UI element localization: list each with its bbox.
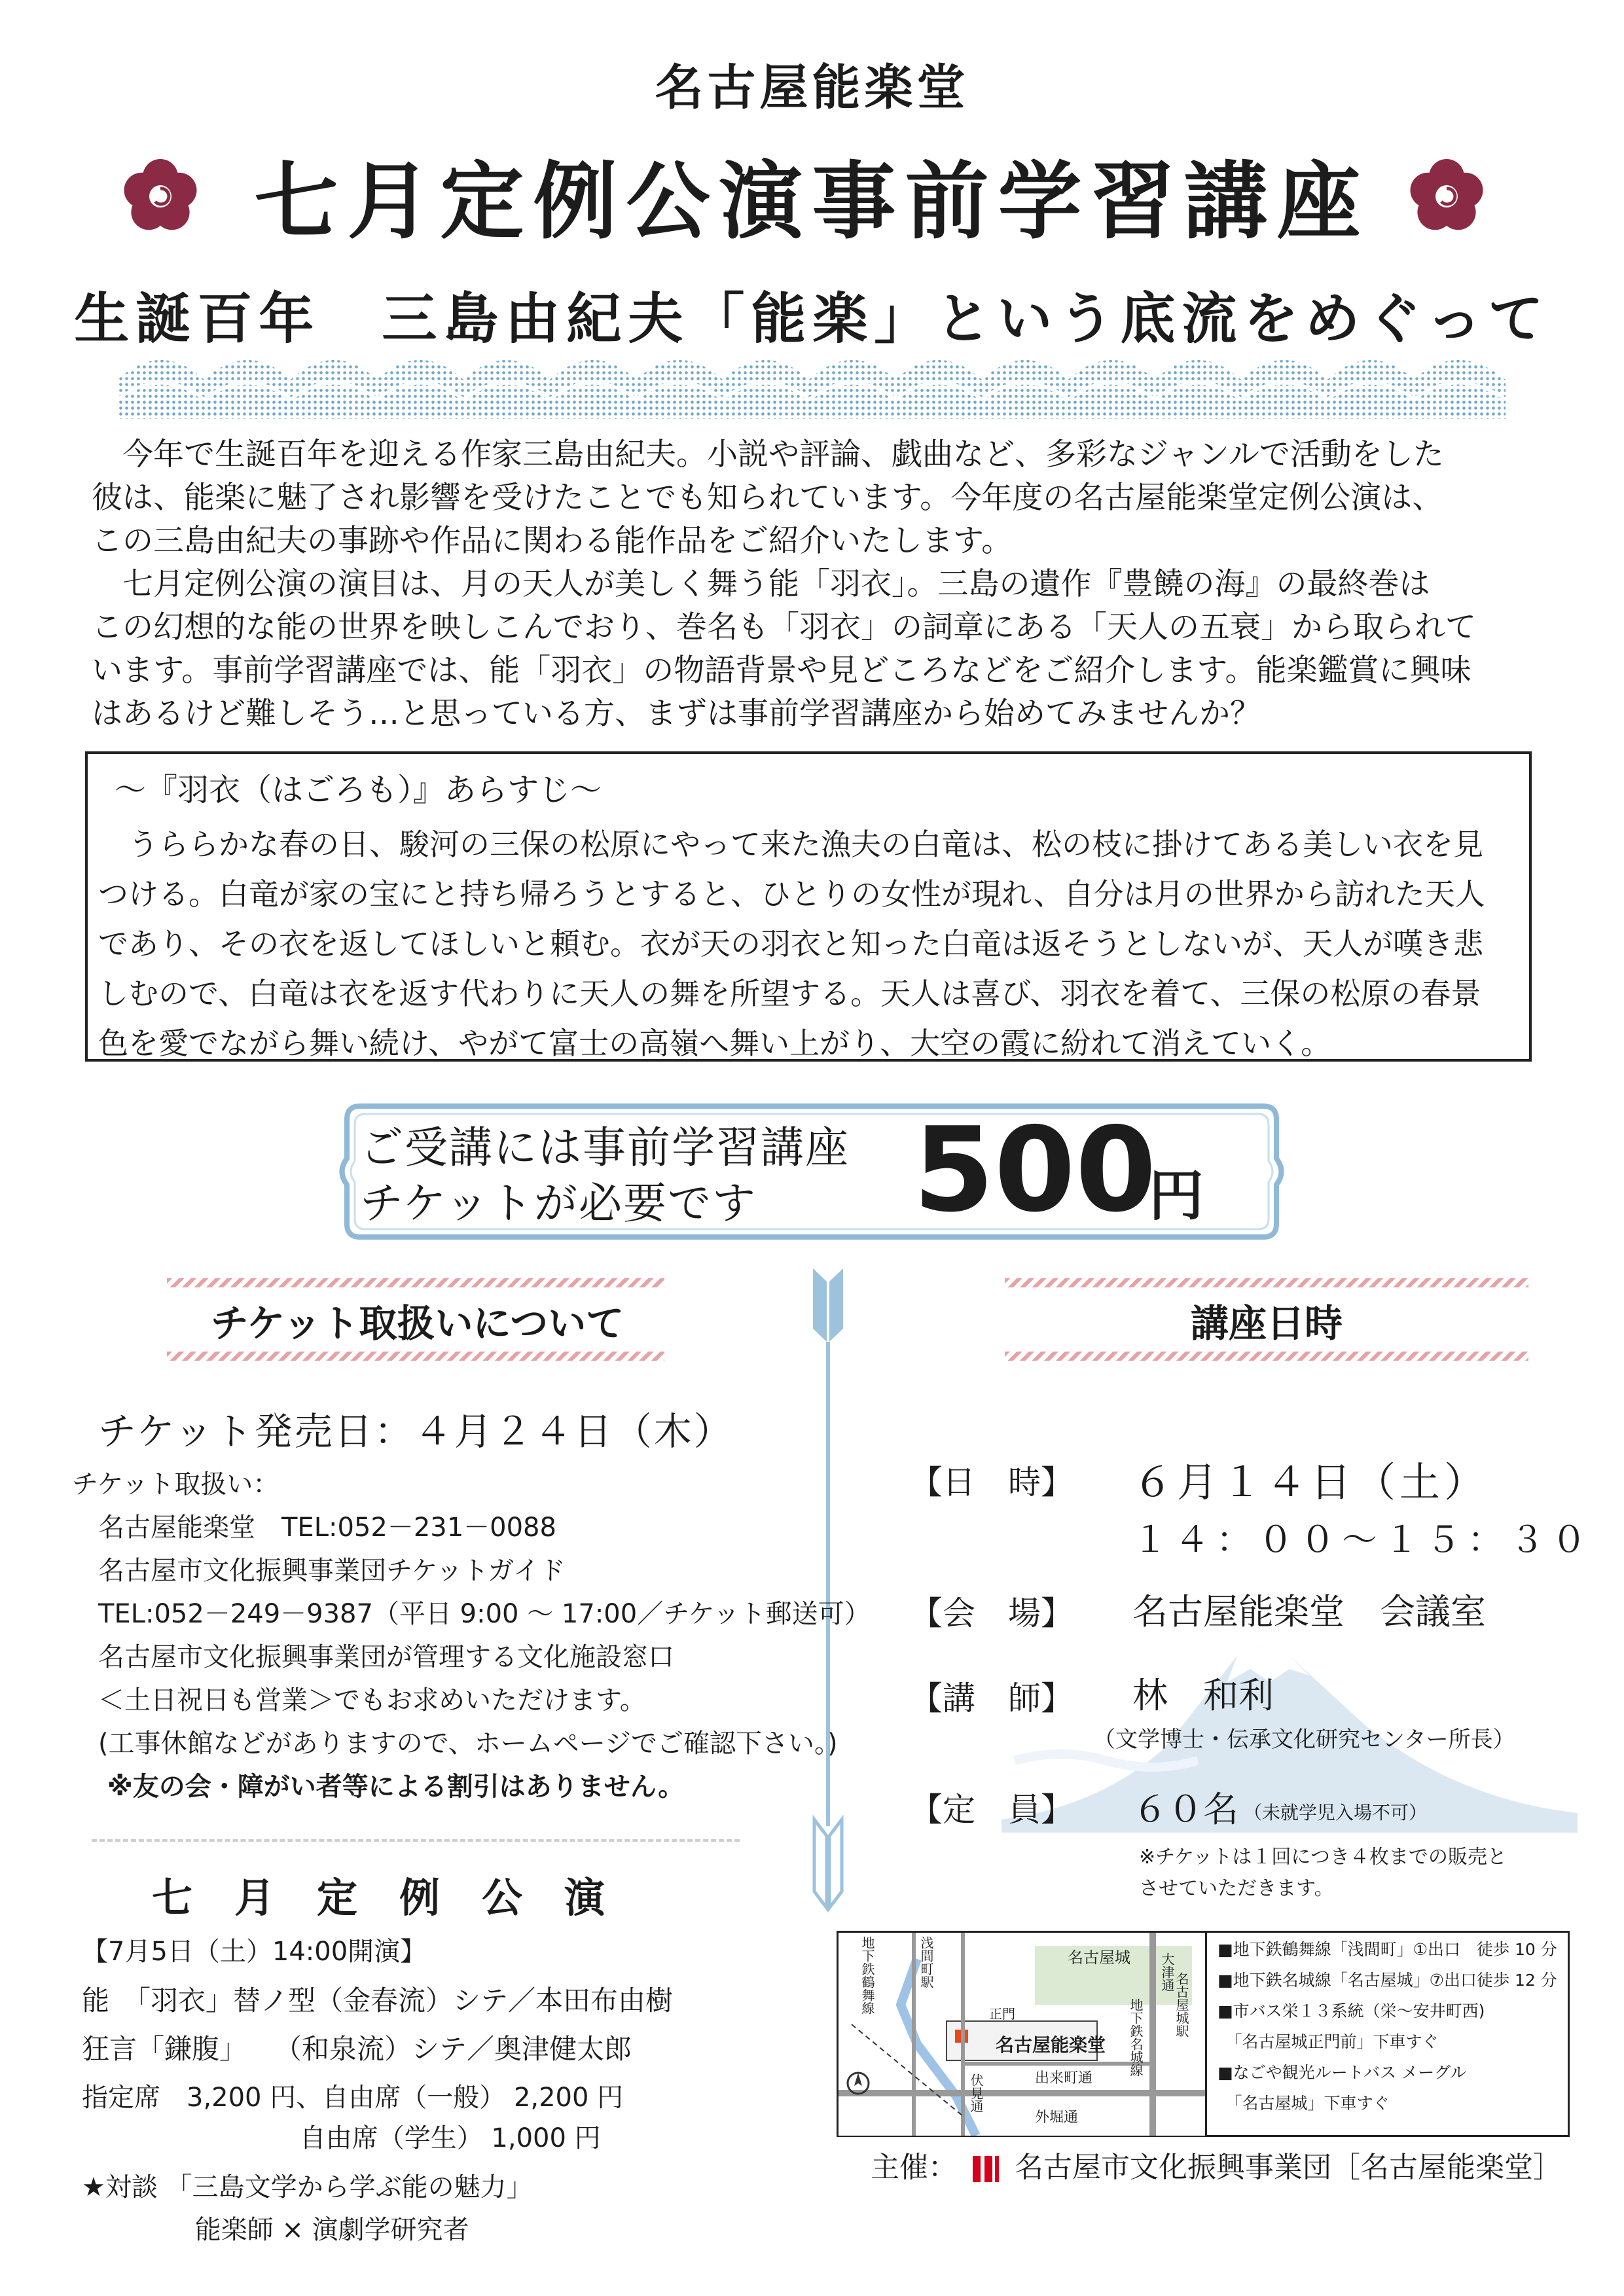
heading-stripe (167, 1278, 664, 1287)
lecture-date: ６月１４日（土） (1132, 1458, 1489, 1506)
ticket-outlet-list: チケット取扱い： 名古屋能楽堂 TEL:052－231－0088 名古屋市文化振興事業団チケットガイド TEL:052－249－9387（平日 9:00 ～ 17:00／チケット郵送可） 名古屋市文化振興事業団が管理する文化施設窓口 ＜土日祝日も営業＞でもお求めいただけます。 (工事休館などがありますので、ホームページでご確認下さい。) ※友の会・障がい者等による割引はありません。 (72, 1469, 871, 1802)
ticket-section-heading: チケット取扱いについて (210, 1301, 624, 1346)
map-divider (1205, 1933, 1207, 2136)
banner-text-line2: チケットが必要です (360, 1178, 757, 1229)
map-label-seimon: 正門 (989, 2006, 1015, 2022)
map-label-meijo: 地下鉄名城線 (1128, 1998, 1144, 2077)
sponsor-label: 主催： (871, 2151, 957, 2184)
performance-date: 【7月5日（土）14:00開演】 (82, 1937, 427, 1967)
lecturer-name: 林 和利 (1132, 1675, 1274, 1716)
venue-label: 【会 場】 (910, 1594, 1074, 1632)
map-label-tsurumai: 地下鉄鶴舞線 (859, 1936, 875, 2015)
synopsis-text: うららかな春の日、駿河の三保の松原にやって来た漁夫の白竜は、松の枝に掛けてある美しい衣を見 つける。白竜が家の宝にと持ち帰ろうとすると、ひとりの女性が現れ、自分は月の世界から訪れた天人 であり、その衣を返してほしいと頼む。衣が天の羽衣と知った白竜は返そうとしないが、天人が嘆き悲 しむので、白竜は衣を返す代わりに天人の舞を所望する。天人は喜び、羽衣を着て、三保の松原の春景 色を愛でながら舞い続け、やがて富士の高嶺へ舞い上がり、大空の霞に紛れて消えていく。 (98, 827, 1485, 1061)
heading-stripe (167, 1352, 664, 1361)
performance-noh: 能 「羽衣」替ノ型（金春流）シテ／本田布由樹 (82, 1984, 674, 2017)
lecture-section-heading: 講座日時 (1190, 1301, 1343, 1346)
foundation-logo-icon (973, 2156, 999, 2182)
performance-price: 自由席（学生） 1,000 円 (82, 2123, 601, 2153)
synopsis-title: ～『羽衣（はごろも）』あらすじ～ (115, 772, 602, 808)
lecturer-label: 【講 師】 (910, 1679, 1074, 1717)
map-label-demachi: 出来町通 (1035, 2070, 1093, 2087)
ticket-sale-date: チケット発売日：４月２４日（木） (98, 1409, 734, 1454)
capacity-label: 【定 員】 (910, 1791, 1074, 1829)
intro-paragraph: 今年で生誕百年を迎える作家三島由紀夫。小説や評論、戯曲など、多彩なジャンルで活動をした 彼は、能楽に魅了され影響を受けたことでも知られています。今年度の名古屋能楽堂定例公演は、 この三島由紀夫の事跡や作品に関わる能作品をご紹介いたします。 七月定例公演の演目は、月の天人が美しく舞う能「羽衣」。三島の遺作『豊饒の海』の最終巻は この幻想的な能の世界を映しこんでおり、巻名も「羽衣」の詞章にある「天人の五衰」から取られて います。事前学習講座では、能「羽衣」の物語背景や見どころなどをご紹介します。能楽鑑賞に興味 はあるけど難しそう…と思っている方、まずは事前学習講座から始めてみませんか？ (92, 437, 1476, 732)
venue-name: 名古屋能楽堂 (655, 60, 969, 116)
page-subtitle: 生誕百年 三島由紀夫「能楽」という底流をめぐって (74, 286, 1550, 351)
map-label-sengen: 浅間町駅 (918, 1936, 934, 1988)
access-list: ■地下鉄鶴舞線「浅間町」①出口 徒歩 10 分 ■地下鉄名城線「名古屋城」⑦出口徒歩 12 分 ■市バス栄１３系統（栄～安井町西) 「名古屋城正門前」下車すぐ ■なごや観光ルートバス メーグル 「名古屋城」下車すぐ (1218, 1940, 1557, 2113)
ticket-price: 500 (913, 1102, 1157, 1238)
heading-stripe (1005, 1278, 1528, 1287)
lecture-time: １４：００～１５：３０ (1132, 1519, 1593, 1560)
performance-price: 指定席 3,200 円、自由席（一般） 2,200 円 (82, 2083, 624, 2113)
map-label-castle: 名古屋城 (1068, 1948, 1130, 1967)
date-label: 【日 時】 (910, 1463, 1074, 1501)
performance-talk: ★対談 「三島文学から学ぶ能の魅力」 (82, 2172, 533, 2202)
sponsor-line (871, 2144, 1562, 2185)
lecturer-title: （文学博士・伝承文化研究センター所長） (1093, 1727, 1515, 1753)
lecture-capacity: ６０名 (1132, 1789, 1238, 1830)
lecture-venue: 名古屋能楽堂 会議室 (1132, 1591, 1486, 1632)
page-title: 七月定例公演事前学習講座 (254, 153, 1370, 251)
map-label-station: 名古屋城駅 (1174, 1972, 1189, 2037)
map-label-fushimi: 伏見通 (968, 2073, 984, 2113)
sponsor-org: 名古屋市文化振興事業団［名古屋能楽堂］ (1015, 2151, 1562, 2184)
ticket-limit-note: させていただきます。 (1139, 1877, 1334, 1900)
heading-stripe (1005, 1352, 1528, 1361)
map-label-nohgakudo: 名古屋能楽堂 (996, 2034, 1106, 2056)
map-label-gaibori: 外堀通 (1035, 2109, 1079, 2126)
wave-pattern-decoration (118, 340, 1506, 419)
price-unit: 円 (1149, 1164, 1204, 1228)
banner-text-line1: ご受講には事前学習講座 (360, 1122, 850, 1173)
capacity-note: （未就学児入場不可） (1244, 1802, 1428, 1823)
july-performance-title: 七月定例公演 (151, 1874, 647, 1922)
performance-kyogen: 狂言「鎌腹」 （和泉流）シテ／奥津健太郎 (82, 2033, 632, 2065)
section-divider (92, 1839, 740, 1842)
performance-talk: 能楽師 × 演劇学研究者 (82, 2215, 469, 2245)
ticket-limit-note: ※チケットは１回につき４枚までの販売と (1139, 1846, 1507, 1869)
map-label-otsu: 大津通 (1159, 1952, 1175, 1992)
